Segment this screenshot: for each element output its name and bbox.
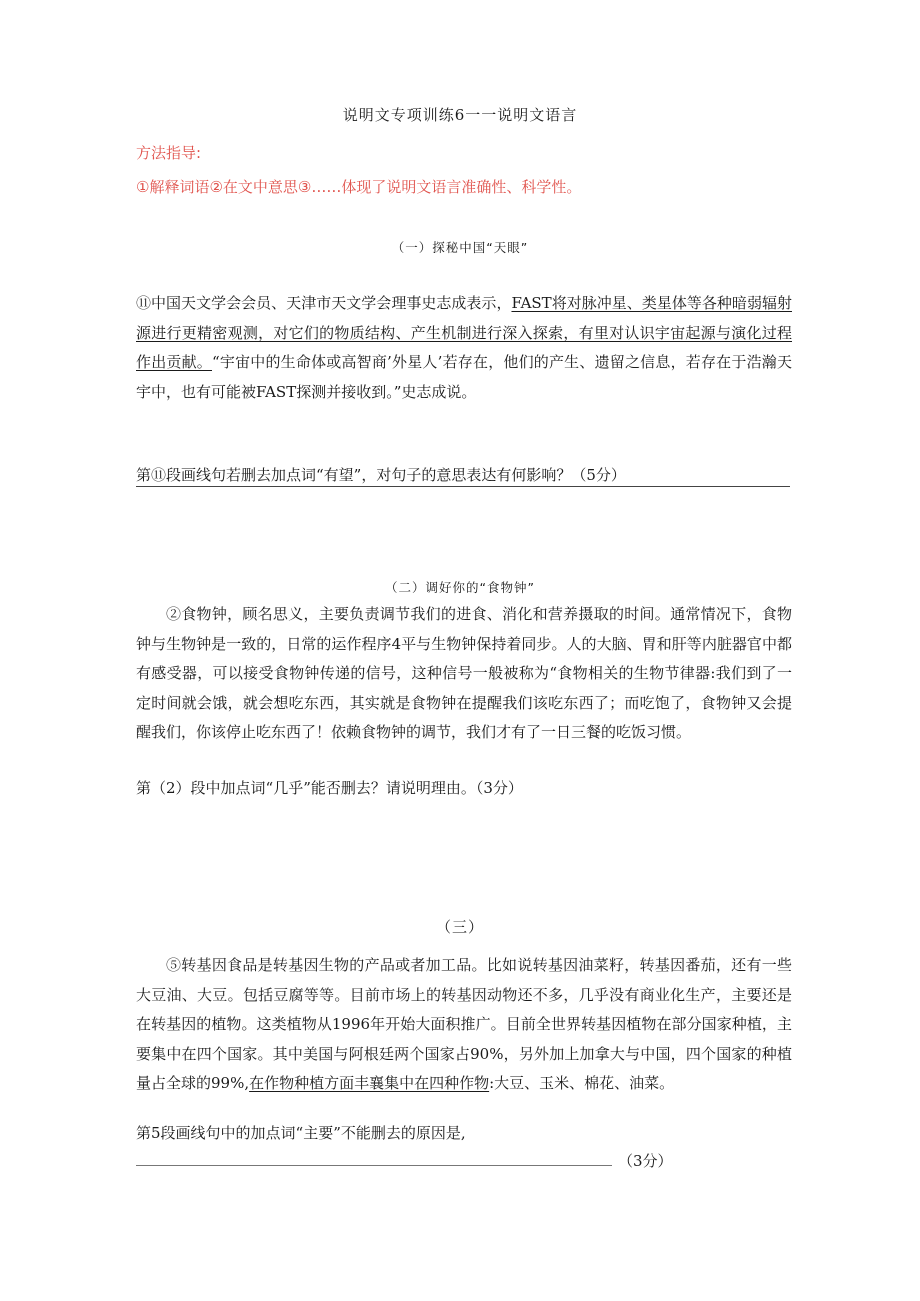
section-1-para-prefix: ⑪中国天文学会会员、天津市天文学会理事史志成表示， bbox=[136, 294, 512, 312]
section-3-paragraph bbox=[136, 951, 792, 1099]
section-3-score: （3分） bbox=[618, 1152, 673, 1170]
method-text: ①解释词语②在文中意思③……体现了说明文语言准确性、科学性。 bbox=[136, 178, 582, 196]
section-1-heading: （一）探秘中国“天眼” bbox=[391, 240, 529, 255]
section-3-para-prefix: ⑤转基因食品是转基因生物的产品或者加工品。比如说转基因油菜籽，转基因番茄，还有一些大豆油、大豆。包括豆腐等等。目前市场上的转基因动物还不多，几乎没有商业化生产，主要还是在转基因的植物。这类植物从1996年开始大面积推广。目前全世界转基因植物在部分国家种植，主要集中在四个国家。其中美国与阿根廷两个国家占90%，另外加上加拿大与中国，四个国家的种植量占全球的99%, bbox=[136, 956, 792, 1092]
section-3-heading: （三） bbox=[435, 918, 484, 936]
section-1-question: 第⑪段画线句若删去加点词“有望”，对句子的意思表达有何影响？（5分） bbox=[136, 466, 626, 484]
section-3-question: 第5段画线句中的加点词“主要”不能删去的原因是, bbox=[136, 1124, 466, 1142]
section-3-underlined-sentence: 在作物种植方面丰襄集中在四种作物 bbox=[249, 1074, 490, 1092]
section-3-para-suffix: :大豆、玉米、棉花、油菜。 bbox=[489, 1074, 675, 1092]
section-3-answer-row bbox=[136, 1150, 673, 1171]
section-1-underlined-sentence: FAST将对脉冲星、类星体等各种暗弱辐射源进行更精密观测，对它们的物质结构、产生机制进行深入探索，有里对认识宇宙起源与演化过程作出贡献。 bbox=[136, 294, 792, 371]
page-title: 说明文专项训练6一一说明文语言 bbox=[342, 106, 578, 124]
section-2-question: 第（2）段中加点词“几乎”能否删去？请说明理由。（3分） bbox=[136, 779, 523, 797]
section-1-paragraph bbox=[136, 289, 792, 407]
section-2-heading: （二）调好你的“食物钟” bbox=[385, 580, 535, 595]
section-1-para-rest: “宇宙中的生命体或高智商’外星人’若存在，他们的产生、遗留之信息，若存在于浩瀚天宇中，也有可能被FAST探测并接收到。”史志成说。 bbox=[136, 353, 792, 401]
answer-line bbox=[136, 486, 790, 487]
section-2-paragraph: ②食物钟，顾名思义，主要负责调节我们的进食、消化和营养摄取的时间。通常情况下，食物钟与生物钟是一致的，日常的运作程序4平与生物钟保持着同步。人的大脑、胃和肝等内脏器官中都有感受器，可以接受食物钟传递的信号，这种信号一般被称为“食物相关的生物节律器:我们到了一定时间就会饿，就会想吃东西，其实就是食物钟在提醒我们该吃东西了；而吃饱了，食物钟又会提醒我们，你该停止吃东西了！依赖食物钟的调节，我们才有了一日三餐的吃饭习惯。 bbox=[136, 605, 792, 741]
answer-blank[interactable] bbox=[136, 1153, 612, 1166]
method-label: 方法指导: bbox=[136, 144, 202, 162]
